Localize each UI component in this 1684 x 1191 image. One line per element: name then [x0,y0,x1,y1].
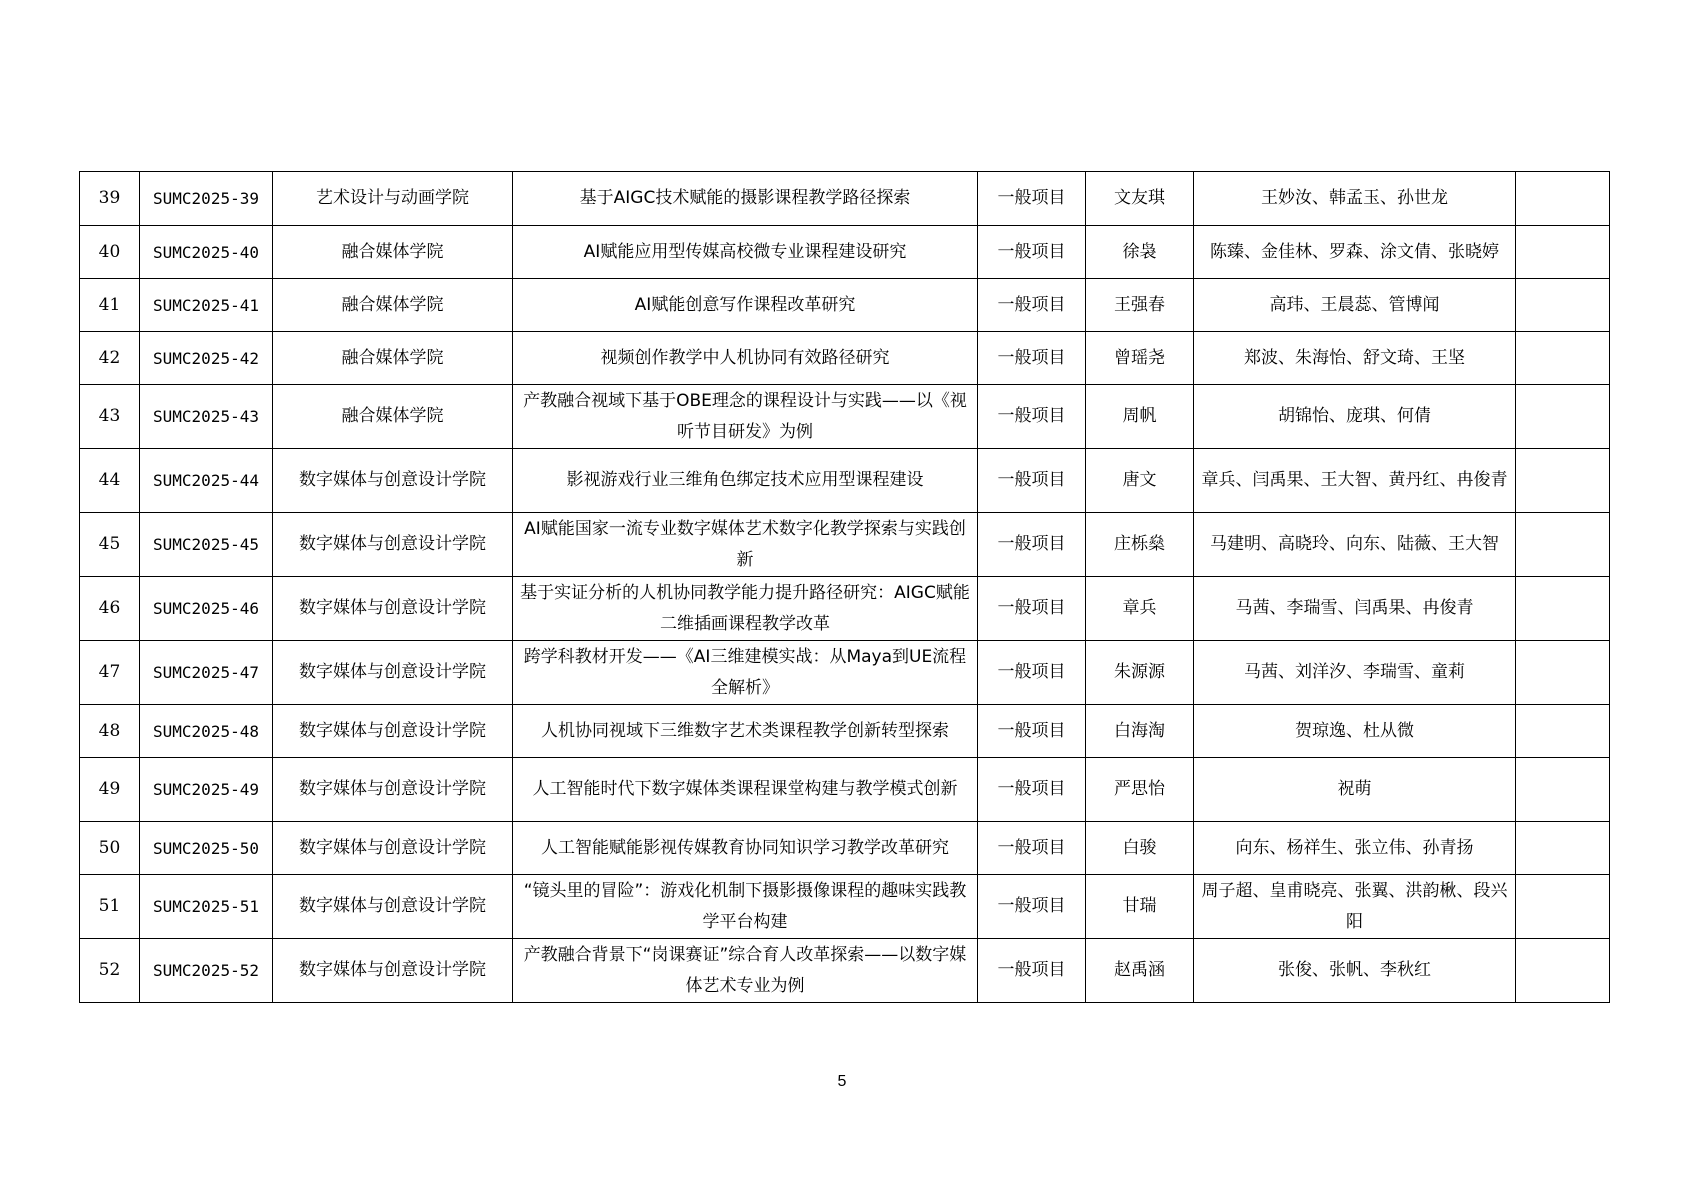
project-title: 跨学科教材开发——《AI三维建模实战：从Maya到UE流程全解析》 [513,641,978,705]
remark [1516,226,1610,279]
college-name: 数字媒体与创意设计学院 [273,875,513,939]
table-row [80,758,1610,822]
project-members: 马茜、李瑞雪、闫禹果、冉俊青 [1194,577,1516,641]
table-row [80,279,1610,332]
row-number: 43 [80,385,140,449]
row-number: 42 [80,332,140,385]
page-number: 5 [837,1073,847,1090]
remark [1516,279,1610,332]
project-title: AI赋能国家一流专业数字媒体艺术数字化教学探索与实践创新 [513,513,978,577]
project-leader: 朱源源 [1086,641,1194,705]
project-type: 一般项目 [978,385,1086,449]
row-number: 52 [80,939,140,1003]
project-members: 张俊、张帆、李秋红 [1194,939,1516,1003]
project-code: SUMC2025-45 [140,513,273,577]
project-members: 郑波、朱海怡、舒文琦、王坚 [1194,332,1516,385]
remark [1516,939,1610,1003]
college-name: 融合媒体学院 [273,279,513,332]
project-code: SUMC2025-52 [140,939,273,1003]
college-name: 数字媒体与创意设计学院 [273,705,513,758]
college-name: 融合媒体学院 [273,332,513,385]
project-members: 胡锦怡、庞琪、何倩 [1194,385,1516,449]
project-members: 向东、杨祥生、张立伟、孙青扬 [1194,822,1516,875]
project-leader: 庄栎燊 [1086,513,1194,577]
remark [1516,822,1610,875]
project-code: SUMC2025-48 [140,705,273,758]
remark [1516,385,1610,449]
table-row [80,577,1610,641]
project-title: AI赋能创意写作课程改革研究 [513,279,978,332]
project-leader: 甘瑞 [1086,875,1194,939]
project-type: 一般项目 [978,939,1086,1003]
remark [1516,705,1610,758]
project-title: AI赋能应用型传媒高校微专业课程建设研究 [513,226,978,279]
project-members: 马茜、刘洋汐、李瑞雪、童莉 [1194,641,1516,705]
project-code: SUMC2025-42 [140,332,273,385]
college-name: 数字媒体与创意设计学院 [273,513,513,577]
row-number: 48 [80,705,140,758]
college-name: 数字媒体与创意设计学院 [273,939,513,1003]
remark [1516,172,1610,226]
table-row [80,513,1610,577]
college-name: 艺术设计与动画学院 [273,172,513,226]
project-title: 视频创作教学中人机协同有效路径研究 [513,332,978,385]
project-leader: 章兵 [1086,577,1194,641]
remark [1516,332,1610,385]
project-code: SUMC2025-49 [140,758,273,822]
project-type: 一般项目 [978,226,1086,279]
row-number: 45 [80,513,140,577]
table-row [80,705,1610,758]
project-type: 一般项目 [978,641,1086,705]
college-name: 融合媒体学院 [273,385,513,449]
project-code: SUMC2025-50 [140,822,273,875]
remark [1516,449,1610,513]
project-members: 王妙汝、韩孟玉、孙世龙 [1194,172,1516,226]
project-title: 人工智能时代下数字媒体类课程课堂构建与教学模式创新 [513,758,978,822]
project-type: 一般项目 [978,875,1086,939]
project-type: 一般项目 [978,332,1086,385]
project-title: 影视游戏行业三维角色绑定技术应用型课程建设 [513,449,978,513]
project-code: SUMC2025-41 [140,279,273,332]
table-body [80,172,1610,1003]
college-name: 数字媒体与创意设计学院 [273,449,513,513]
project-type: 一般项目 [978,449,1086,513]
project-members: 周子超、皇甫晓亮、张翼、洪韵楸、段兴阳 [1194,875,1516,939]
row-number: 46 [80,577,140,641]
project-title: 基于实证分析的人机协同教学能力提升路径研究：AIGC赋能二维插画课程教学改革 [513,577,978,641]
remark [1516,758,1610,822]
project-members: 马建明、高晓玲、向东、陆薇、王大智 [1194,513,1516,577]
project-code: SUMC2025-47 [140,641,273,705]
table-row [80,172,1610,226]
project-leader: 严思怡 [1086,758,1194,822]
remark [1516,641,1610,705]
project-code: SUMC2025-39 [140,172,273,226]
table-row [80,332,1610,385]
project-type: 一般项目 [978,822,1086,875]
project-code: SUMC2025-43 [140,385,273,449]
project-title: 产教融合视域下基于OBE理念的课程设计与实践——以《视听节目研发》为例 [513,385,978,449]
project-leader: 唐文 [1086,449,1194,513]
project-leader: 徐袅 [1086,226,1194,279]
remark [1516,577,1610,641]
project-title: 人机协同视域下三维数字艺术类课程教学创新转型探索 [513,705,978,758]
project-code: SUMC2025-46 [140,577,273,641]
table-row [80,822,1610,875]
row-number: 51 [80,875,140,939]
college-name: 数字媒体与创意设计学院 [273,822,513,875]
project-title: 人工智能赋能影视传媒教育协同知识学习教学改革研究 [513,822,978,875]
project-type: 一般项目 [978,758,1086,822]
project-code: SUMC2025-44 [140,449,273,513]
project-leader: 文友琪 [1086,172,1194,226]
project-type: 一般项目 [978,172,1086,226]
table-row [80,385,1610,449]
project-type: 一般项目 [978,513,1086,577]
college-name: 融合媒体学院 [273,226,513,279]
college-name: 数字媒体与创意设计学院 [273,577,513,641]
table-row [80,449,1610,513]
row-number: 39 [80,172,140,226]
project-leader: 白骏 [1086,822,1194,875]
college-name: 数字媒体与创意设计学院 [273,758,513,822]
table-row [80,875,1610,939]
project-code: SUMC2025-40 [140,226,273,279]
row-number: 44 [80,449,140,513]
project-members: 祝萌 [1194,758,1516,822]
table-row [80,226,1610,279]
project-leader: 赵禹涵 [1086,939,1194,1003]
project-code: SUMC2025-51 [140,875,273,939]
college-name: 数字媒体与创意设计学院 [273,641,513,705]
row-number: 50 [80,822,140,875]
project-leader: 曾瑶尧 [1086,332,1194,385]
table-row [80,939,1610,1003]
project-leader: 王强春 [1086,279,1194,332]
row-number: 41 [80,279,140,332]
project-members: 章兵、闫禹果、王大智、黄丹红、冉俊青 [1194,449,1516,513]
project-type: 一般项目 [978,279,1086,332]
project-type: 一般项目 [978,577,1086,641]
remark [1516,513,1610,577]
project-title: 基于AIGC技术赋能的摄影课程教学路径探索 [513,172,978,226]
project-table [79,171,1610,1003]
remark [1516,875,1610,939]
row-number: 40 [80,226,140,279]
project-members: 高玮、王晨蕊、管博闻 [1194,279,1516,332]
project-leader: 白海淘 [1086,705,1194,758]
project-title: 产教融合背景下“岗课赛证”综合育人改革探索——以数字媒体艺术专业为例 [513,939,978,1003]
project-members: 陈臻、金佳林、罗森、涂文倩、张晓婷 [1194,226,1516,279]
row-number: 49 [80,758,140,822]
project-leader: 周帆 [1086,385,1194,449]
project-title: “镜头里的冒险”：游戏化机制下摄影摄像课程的趣味实践教学平台构建 [513,875,978,939]
project-type: 一般项目 [978,705,1086,758]
project-members: 贺琼逸、杜从微 [1194,705,1516,758]
table-row [80,641,1610,705]
row-number: 47 [80,641,140,705]
